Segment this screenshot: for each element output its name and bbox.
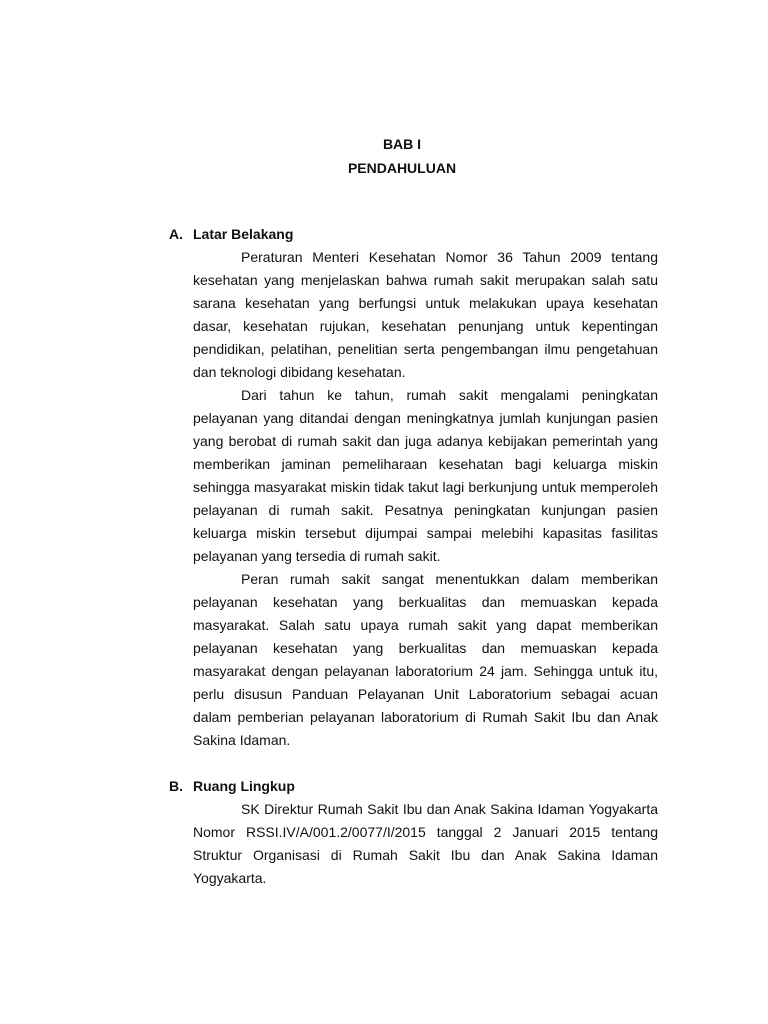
paragraph: Peran rumah sakit sangat menentukkan dalam memberikan pelayanan kesehatan yang berkualitas dan memuaskan kepada masyarakat. Salah satu upaya rumah sakit yang dapat memberikan pelayanan kesehatan yang berkualitas dan memuaskan kepada masyarakat dengan pelayanan laboratorium 24 jam. Sehingga untuk itu, perlu disusun Panduan Pelayanan Unit Laboratorium sebagai acuan dalam pemberian pelayanan laboratorium di Rumah Sakit Ibu dan Anak Sakina Idaman. [193, 571, 658, 748]
paragraph: Peraturan Menteri Kesehatan Nomor 36 Tahun 2009 tentang kesehatan yang menjelaskan bahwa rumah sakit merupakan salah satu sarana kesehatan yang berfungsi untuk melakukan upaya kesehatan dasar, kesehatan rujukan, kesehatan penunjang untuk kepentingan pendidikan, pelatihan, penelitian serta pengembangan ilmu pengetahuan dan teknologi dibidang kesehatan. [193, 249, 658, 380]
section-letter: B. [169, 778, 183, 794]
paragraph: Dari tahun ke tahun, rumah sakit mengalami peningkatan pelayanan yang ditandai dengan meningkatnya jumlah kunjungan pasien yang berobat di rumah sakit dan juga adanya kebijakan pemerintah yang memberikan jaminan pemeliharaan kesehatan bagi keluarga miskin sehingga masyarakat miskin tidak takut lagi berkunjung untuk memperoleh pelayanan di rumah sakit. Pesatnya peningkatan kunjungan pasien keluarga miskin tersebut dijumpai sampai melebihi kapasitas fasilitas pelayanan yang tersedia di rumah sakit. [193, 387, 658, 564]
section-heading-ruang-lingkup [169, 776, 295, 796]
chapter-number: BAB I [382, 136, 422, 152]
section-title: Latar Belakang [193, 226, 294, 242]
section-title: Ruang Lingkup [193, 778, 295, 794]
chapter-title: PENDAHULUAN [347, 160, 457, 176]
paragraph: SK Direktur Rumah Sakit Ibu dan Anak Sakina Idaman Yogyakarta Nomor RSSI.IV/A/001.2/0077/I/2015 tanggal 2 Januari 2015 tentang Struktur Organisasi di Rumah Sakit Ibu dan Anak Sakina Idaman Yogyakarta. [193, 801, 658, 886]
section-letter: A. [169, 226, 183, 242]
section-body-latar-belakang [193, 246, 658, 752]
section-heading-latar-belakang [169, 224, 293, 244]
section-body-ruang-lingkup [193, 798, 658, 890]
